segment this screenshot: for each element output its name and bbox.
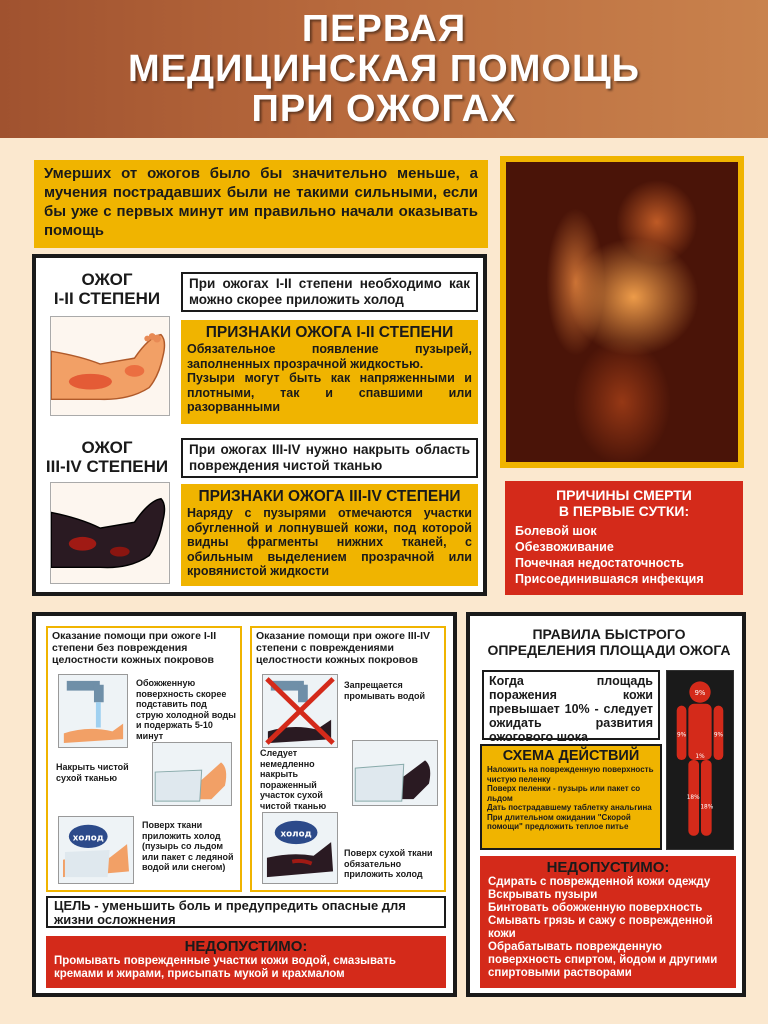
flame-image xyxy=(506,162,738,462)
burn-12-signs-text1: Обязательное появление пузырей, заполненных прозрачной жидкостью. xyxy=(187,342,472,371)
cold-pack-label: холод xyxy=(72,833,104,844)
area-threshold-text: Когда площадь поражения кожи превышает 10% - следует ожидать развития ожогового шока xyxy=(482,670,660,740)
forbidden-box-1 xyxy=(46,936,446,988)
aid-34-title: Оказание помощи при ожоге III-IV степени с повреждениями целостности кожных покровов xyxy=(256,630,431,666)
poster-header xyxy=(0,0,768,138)
aid-34-step2: Следует немедленно накрыть пораженный участок сухой чистой тканью xyxy=(260,748,327,811)
death-title-line2: В ПЕРВЫЕ СУТКИ: xyxy=(558,503,690,519)
intro-text: Умерших от ожогов было бы значительно меньше, а мучения пострадавших были не такими сильными, если бы уже с первых минут им правильно начали оказывать помощь xyxy=(34,160,488,248)
aid-34-step1: Запрещается промывать водой xyxy=(344,680,426,701)
body-label-leg-right: 18% xyxy=(700,804,714,811)
body-area-figure xyxy=(666,670,734,850)
burn-34-signs xyxy=(181,484,478,586)
aid-12-step3: Поверх ткани приложить холод (пузырь со льдом или пакет с ледяной водой или снегом) xyxy=(142,820,234,872)
foot-cloth-dark-icon xyxy=(352,740,438,806)
burn-34-signs-title: ПРИЗНАКИ ОЖОГА III-IV СТЕПЕНИ xyxy=(198,488,461,505)
forbidden-box-2 xyxy=(480,856,736,988)
scheme-item: При длительном ожидании "Скорой помощи" предложить теплое питье xyxy=(487,812,631,831)
aid-12-step2: Накрыть чистой сухой тканью xyxy=(56,762,129,783)
burn-12-title xyxy=(42,270,172,308)
body-label-leg-left: 18% xyxy=(686,794,700,801)
cold-pack-dark-label: холод xyxy=(280,829,312,840)
forbidden-1-title: НЕДОПУСТИМО: xyxy=(184,938,308,955)
forbidden-2-item: Обрабатывать поврежденную поверхность спиртом, йодом и другими спиртовыми растворами xyxy=(488,941,718,979)
aid-12-title: Оказание помощи при ожоге I-II степени без повреждения целостности кожных покровов xyxy=(52,630,217,666)
body-label-groin: 1% xyxy=(695,754,705,761)
scheme-title: СХЕМА ДЕЙСТВИЙ xyxy=(502,748,640,764)
action-scheme-box xyxy=(480,744,662,850)
death-cause-item: Присоединившаяся инфекция xyxy=(515,572,704,586)
cold-pack-dark-icon xyxy=(262,812,338,884)
death-causes-box xyxy=(505,481,743,595)
body-label-arm-left: 9% xyxy=(676,732,687,739)
body-label-head: 9% xyxy=(694,688,706,697)
forbidden-2-item: Бинтовать обожженную поверхность xyxy=(488,902,703,914)
forbidden-1-text: Промывать поврежденные участки кожи водой, смазывать кремами и жирами, присыпать мукой и крахмалом xyxy=(54,955,396,980)
burn-34-note: При ожогах III-IV нужно накрыть область повреждения чистой тканью xyxy=(181,438,478,478)
burn-12-signs-title: ПРИЗНАКИ ОЖОГА I-II СТЕПЕНИ xyxy=(205,324,454,341)
death-cause-item: Обезвоживание xyxy=(515,540,614,554)
death-cause-item: Почечная недостаточность xyxy=(515,556,684,570)
burn-12-signs-text2: Пузыри могут быть как напряженными и плотными, так и спавшими или разорванными xyxy=(187,371,472,414)
body-label-arm-right: 9% xyxy=(713,732,724,739)
cold-pack-icon xyxy=(58,816,134,884)
rules-title: ПРАВИЛА БЫСТРОГО ОПРЕДЕЛЕНИЯ ПЛОЩАДИ ОЖОГА xyxy=(487,626,731,658)
burn-34-title-line2: III-IV СТЕПЕНИ xyxy=(45,457,169,476)
forbidden-2-title: НЕДОПУСТИМО: xyxy=(546,859,670,876)
burn-12-signs xyxy=(181,320,478,424)
death-title-line1: ПРИЧИНЫ СМЕРТИ xyxy=(556,487,692,503)
burn-12-note: При ожогах I-II степени необходимо как можно скорее приложить холод xyxy=(181,272,478,312)
burn-34-title-line1: ОЖОГ xyxy=(81,438,133,457)
burn-degrees-panel xyxy=(32,254,487,596)
burn-34-title xyxy=(42,438,172,476)
forbidden-2-item: Сдирать с поврежденной кожи одежду xyxy=(488,876,711,888)
foot-burn-34-image xyxy=(50,482,170,584)
aid-12-step1: Обожженную поверхность скорее подставить под струю холодной воды и подержать 5-10 минут xyxy=(136,678,236,741)
aid-34-step3: Поверх сухой ткани обязательно приложить холод xyxy=(344,848,433,879)
foot-burn-12-image xyxy=(50,316,170,416)
aid-34-column xyxy=(250,626,446,892)
aid-12-column xyxy=(46,626,242,892)
forbidden-2-item: Смывать грязь и сажу с поврежденной кожи xyxy=(488,915,713,940)
burn-34-signs-text: Наряду с пузырями отмечаются участки обугленной и лопнувшей кожи, под которой видны фрагменты нижних тканей, с обильным выделением прозрачной или кровянистой жидкости xyxy=(187,506,472,578)
burn-12-title-line2: I-II СТЕПЕНИ xyxy=(53,289,161,308)
burn-12-title-line1: ОЖОГ xyxy=(81,270,133,289)
burn-area-rules-panel xyxy=(466,612,746,997)
scheme-item: Дать пострадавшему таблетку анальгина xyxy=(487,803,652,812)
title-line-3: ПРИ ОЖОГАХ xyxy=(251,88,517,130)
water-tap-icon xyxy=(58,674,128,748)
scheme-item: Наложить на поврежденную поверхность чистую пеленку xyxy=(487,765,654,784)
burning-person-photo xyxy=(500,156,744,468)
forbidden-2-item: Вскрывать пузыри xyxy=(488,889,598,901)
title-line-1: ПЕРВАЯ xyxy=(301,8,467,50)
foot-cloth-icon xyxy=(152,742,232,806)
goal-box: ЦЕЛЬ - уменьшить боль и предупредить опасные для жизни осложнения xyxy=(46,896,446,928)
title-line-2: МЕДИЦИНСКАЯ ПОМОЩЬ xyxy=(128,48,640,90)
death-cause-item: Болевой шок xyxy=(515,524,597,538)
first-aid-panel xyxy=(32,612,457,997)
scheme-item: Поверх пеленки - пузырь или пакет со льдом xyxy=(487,784,641,803)
forbidden-water-icon xyxy=(262,674,338,748)
